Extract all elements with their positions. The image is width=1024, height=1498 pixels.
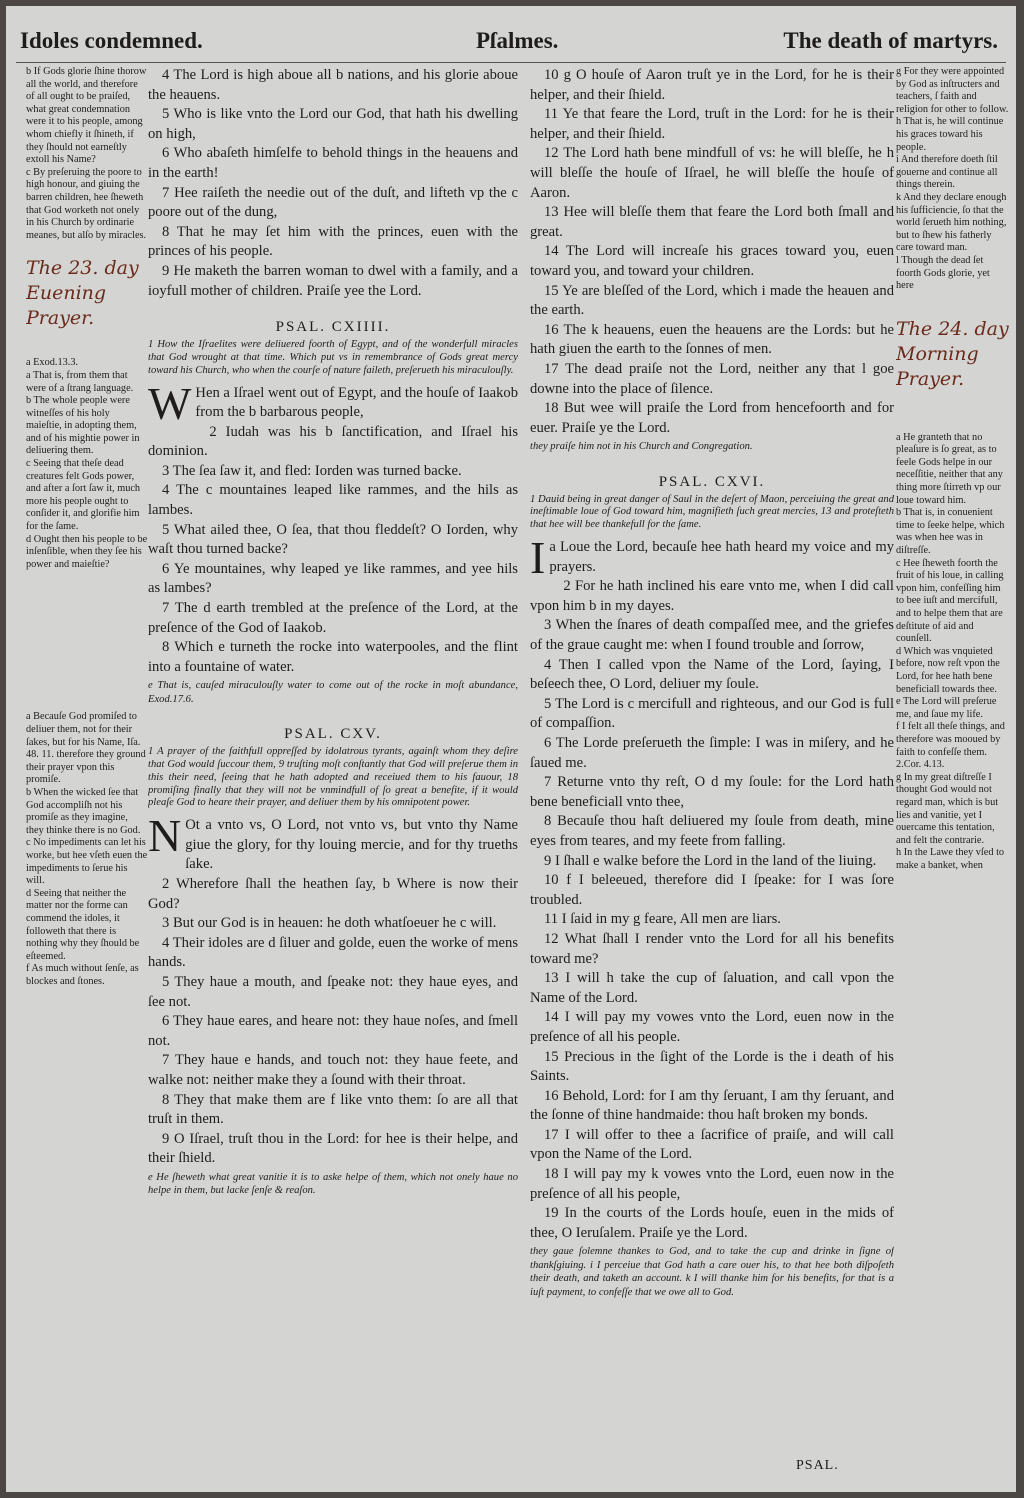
verse: 15 Precious in the ſight of the Lorde is the i death of his Saints. xyxy=(530,1048,894,1085)
margin-note: h That is, he will continue his graces toward his people. xyxy=(896,116,1004,153)
margin-note: c By preſeruing the poore to high honour, and giuing the barren children, hee ſheweth that God worketh not onely in his Church by ordinarie meanes, but alſo by miracles. xyxy=(26,166,147,241)
margin-note: b The whole people were witneſſes of his holy maieſtie, in adopting them, and of his mightie power in deliuering them. xyxy=(26,395,140,457)
catchword: PSAL. xyxy=(796,1458,839,1473)
verse: 14 The Lord will increaſe his graces toward you, euen toward you, and toward your children. xyxy=(530,243,894,279)
verse: Ia Loue the Lord, becauſe hee hath heard my voice and my prayers. xyxy=(530,532,894,584)
psalm-argument: 1 Dauid being in great danger of Saul in the deſert of Maon, perceiuing the great and ineſtimable loue of God toward him, magnifieth ſuch great mercies, 13 and proteſteth that hee will bee thankefull for the ſame. xyxy=(530,493,894,531)
drop-capital: I xyxy=(530,532,546,584)
psalm-argument: 1 How the Iſraelites were deliuered foorth of Egypt, and of the wonderfull miracles that God wrought at that time. Which put vs in remembrance of Gods great mercy toward his Church, who when the courſe of nature faileth, preſerueth his miraculouſly. xyxy=(148,339,518,376)
handwritten-note-left: The 23. day Euening Prayer. xyxy=(26,257,139,330)
verse: 5 What ailed thee, O ſea, that thou fleddeſt? O Iorden, why waſt thou turned backe? xyxy=(148,521,518,558)
verse: 4 The Lord is high aboue all b nations, and his glorie aboue the heauens. xyxy=(148,67,518,103)
margin-note: d Which was vnquieted before, now reſt vpon the Lord, for hee hath bene beneficiall towards thee. xyxy=(896,645,1000,695)
footnote: e That is, cauſed miraculouſly water to come out of the rocke in moſt abundance, Exod.17.6. xyxy=(148,680,518,705)
verse: 2 For he hath inclined his eare vnto me, when I did call vpon him b in my dayes. xyxy=(530,578,894,614)
bible-page xyxy=(6,6,1016,1492)
verse: 6 Ye mountaines, why leaped ye like rammes, and yee hils as lambes? xyxy=(148,560,518,597)
running-head-left: Idoles condemned. xyxy=(20,28,203,53)
margin-note: b That is, in conuenient time to ſeeke helpe, which was when hee was in diſtreſſe. xyxy=(896,507,1005,557)
verse: 9 I ſhall e walke before the Lord in the land of the liuing. xyxy=(544,852,877,869)
verse: 11 Ye that feare the Lord, truſt in the Lord: for he is their helper, and their ſhield. xyxy=(530,106,894,142)
verse: 12 The Lord hath bene mindfull of vs: he will bleſſe, he h will bleſſe the houſe of Iſrael, he will bleſſe the houſe of Aaron. xyxy=(530,145,894,201)
verse: 16 The k heauens, euen the heauens are the Lords: but he hath giuen the earth to the ſonnes of men. xyxy=(530,321,894,358)
verse: 3 The ſea ſaw it, and fled: Iorden was turned backe. xyxy=(162,462,462,479)
verse: 7 They haue e hands, and touch not: they haue feete, and walke not: neither make they a ſound with their throat. xyxy=(148,1052,518,1088)
verse: 3 When the ſnares of death compaſſed mee, and the griefes of the graue caught me: when I found trouble and ſorrow, xyxy=(530,617,894,654)
running-head-right: The death of martyrs. xyxy=(783,28,998,53)
verse: W Hen a Iſrael went out of Egypt, and the houſe of Iaakob from the b barbarous people, xyxy=(148,377,518,429)
verse: 18 But wee will praiſe the Lord from hencefoorth and for euer. Praiſe ye the Lord. xyxy=(530,400,894,436)
verse: 3 But our God is in heauen: he doth whatſoeuer he c will. xyxy=(162,915,497,932)
verse: 17 I will offer to thee a ſacrifice of praiſe, and will call vpon the Name of the Lord. xyxy=(530,1126,894,1163)
margin-note: d Seeing that neither the matter nor the forme can commend the idoles, it followeth that there is nothing why they ſhould be eſteemed. xyxy=(26,887,140,962)
margin-note: c Seeing that theſe dead creatures felt Gods power, and after a ſort ſaw it, much more his people ought to conſider it, and glorifie him for the ſame. xyxy=(26,458,141,533)
margin-note: b If Gods glorie ſhine thorow all the world, and therefore of all ought to be praiſed, what great condemnation were it to his people, among whom chiefly it ſhineth, if they ſhould not earneſtly extoll his Name? xyxy=(26,66,147,166)
margin-note: a That is, from them that were of a ſtrang language. xyxy=(26,369,134,394)
verse: 18 I will pay my k vowes vnto the Lord, euen now in the preſence of all his people, xyxy=(530,1166,894,1202)
verse: 5 The Lord is c mercifull and righteous, and our God is full of compaſſion. xyxy=(530,695,894,732)
margin-note: a He granteth that no pleaſure is ſo great, as to feele Gods helpe in our neceſſitie, neither that any thing more ſtirreth vp our loue toward him. xyxy=(896,431,1003,506)
verse: N Ot a vnto vs, O Lord, not vnto vs, but vnto thy Name giue the glory, for thy louing mercie, and for thy trueths ſake. xyxy=(148,810,518,873)
verse: 13 Hee will bleſſe them that feare the Lord both ſmall and great. xyxy=(530,204,894,240)
margin-note: f As much without ſenſe, as blockes and ſtones. xyxy=(26,963,139,987)
left-margin-notes xyxy=(26,66,148,988)
margin-note: i And therefore doeth ſtil gouerne and continue all things therein. xyxy=(896,154,998,191)
verse: 15 Ye are bleſſed of the Lord, which i made the heauen and the earth. xyxy=(530,282,894,319)
verse: 4 The c mountaines leaped like rammes, and the hils as lambes. xyxy=(148,482,518,519)
margin-note: k And they declare enough his ſufficiencie, ſo that the world ſerueth him nothing, but to ſhew his fatherly care toward man. xyxy=(896,191,1007,254)
verse: 7 The d earth trembled at the preſence of the Lord, at the preſence of the God of Iaakob. xyxy=(148,600,518,636)
verse: 10 f I beleeued, therefore did I ſpeake: for I was ſore troubled. xyxy=(530,872,894,908)
verse: 17 The dead praiſe not the Lord, neither any that l goe downe into the place of ſilence. xyxy=(530,360,894,397)
margin-note: h In the Lawe they vſed to make a banket, when xyxy=(896,847,1005,871)
verse: 6 They haue eares, and heare not: they haue noſes, and ſmell not. xyxy=(148,1013,518,1049)
footnote: e He ſheweth what great vanitie it is to aske helpe of them, which not onely haue no helpe in them, but lacke ſenſe & reaſon. xyxy=(148,1171,518,1197)
footnote: they praiſe him not in his Church and Congregation. xyxy=(530,441,753,453)
verse: 5 Who is like vnto the Lord our God, that hath his dwelling on high, xyxy=(148,106,518,142)
verse: 8 That he may ſet him with the princes, euen with the princes of his people. xyxy=(148,223,518,260)
margin-note: g In my great diſtreſſe I thought God would not regard man, which is but lies and vanitie, yet I ouercame this tentation, and felt the contrarie. xyxy=(896,771,999,846)
verse: 8 Which e turneth the rocke into waterpooles, and the flint into a fountaine of water. xyxy=(148,639,518,675)
margin-note: c No impediments can let his worke, but hee vſeth euen the impediments to ſerue his will. xyxy=(26,837,148,887)
text-column-2 xyxy=(530,66,894,1301)
verse: 4 Then I called vpon the Name of the Lord, ſaying, I beſeech thee, O Lord, deliuer my ſoule. xyxy=(530,656,894,693)
verse: 2 Wherefore ſhall the heathen ſay, b Where is now their God? xyxy=(148,876,518,912)
margin-note: e The Lord will preſerue me, and ſaue my life. xyxy=(896,696,997,720)
running-head-center: Pſalmes. xyxy=(476,28,559,53)
text-column-1 xyxy=(148,66,518,1200)
verse: 6 The Lorde preſerueth the ſimple: I was in miſery, and he ſaued me. xyxy=(530,735,894,771)
drop-capital: W xyxy=(148,377,192,429)
psalm-title: PSAL. CXVI. xyxy=(658,473,766,490)
verse: 7 Returne vnto thy reſt, O d my ſoule: for the Lord hath bene beneficiall vnto thee, xyxy=(530,774,894,810)
psalm-argument: 1 A prayer of the faithfull oppreſſed by idolatrous tyrants, againſt whom they deſire that God would ſuccour them, 9 truſting moſt conſtantly that God will preſerue them in this their need, ſeeing that he hath adopted and receiued them to his fauour, 18 promiſing finally that they will not be vnmindfull of ſo great a benefite, if it would pleaſe God to heare their prayer, and deliuer them by his omnipotent power. xyxy=(148,746,518,809)
verse: 9 He maketh the barren woman to dwel with a family, and a ioyfull mother of children. Praiſe yee the Lord. xyxy=(148,262,518,299)
verse: 7 Hee raiſeth the needie out of the duſt, and lifteth vp the c poore out of the dung, xyxy=(148,184,518,221)
verse: 9 O Iſrael, truſt thou in the Lord: for hee is their helpe, and their ſhield. xyxy=(148,1130,518,1167)
margin-note: l Though the dead ſet foorth Gods glorie, yet here xyxy=(896,254,990,292)
footnote: they gaue ſolemne thankes to God, and to take the cup and drinke in ſigne of thankſgiuing. i I perceiue that God hath a care ouer his, to that hee both diſpoſeth their death, and taketh an account. k I will thanke him for his benefits, for that is a iuſt payment, to confeſſe that we owe all to God. xyxy=(530,1246,894,1298)
verse: 12 What ſhall I render vnto the Lord for all his benefits toward me? xyxy=(530,930,894,967)
drop-capital: N xyxy=(148,810,182,862)
verse: 13 I will h take the cup of ſaluation, and call vpon the Name of the Lord. xyxy=(530,970,894,1006)
verse: 11 I ſaid in my g feare, All men are liars. xyxy=(544,911,781,928)
margin-note: c Hee ſheweth foorth the fruit of his loue, in calling vpon him, confeſſing him to bee iuſt and mercifull, and to helpe them that are deſtitute of aid and counſell. xyxy=(896,557,1004,645)
verse: 19 In the courts of the Lords houſe, euen in the mids of thee, O Ieruſalem. Praiſe ye the Lord. xyxy=(530,1205,894,1241)
psalm-title: PSAL. CXV. xyxy=(284,726,382,743)
margin-note: b When the wicked ſee that God accompliſh not his promiſe as they imagine, they thinke there is no God. xyxy=(26,786,141,836)
handwritten-note-right: The 24. day Morning Prayer. xyxy=(896,317,1009,390)
verse: 16 Behold, Lord: for I am thy ſeruant, I am thy ſeruant, and the ſonne of thine handmaide: thou haſt broken my bonds. xyxy=(530,1087,894,1124)
verse: 6 Who abaſeth himſelfe to behold things in the heauens and in the earth! xyxy=(148,145,518,181)
psalm-title: PSAL. CXIIII. xyxy=(275,319,391,336)
margin-note: a Becauſe God promiſed to deliuer them, not for their ſakes, but for his Name, Iſa. 48. 11. therefore they ground their prayer vpon this promiſe. xyxy=(26,711,146,786)
verse: 8 Becauſe thou haſt deliuered my ſoule from death, mine eyes from teares, and my feete from falling. xyxy=(530,813,894,849)
verse: 5 They haue a mouth, and ſpeake not: they haue eyes, and ſee not. xyxy=(148,973,518,1010)
verse: 10 g O houſe of Aaron truſt ye in the Lord, for he is their helper, and their ſhield. xyxy=(530,67,894,103)
margin-note: a Exod.13.3. xyxy=(26,357,79,369)
verse: 14 I will pay my vowes vnto the Lord, euen now in the preſence of all his people. xyxy=(530,1009,894,1045)
margin-note: f I felt all theſe things, and therefore was mooued by faith to confeſſe them. 2.Cor. 4.13. xyxy=(896,721,1005,771)
verse: 8 They that make them are f like vnto them: ſo are all that truſt in them. xyxy=(148,1091,518,1128)
verse: 2 Iudah was his b ſanctification, and Iſrael his dominion. xyxy=(148,423,518,460)
verse: 4 Their idoles are d ſiluer and golde, euen the worke of mens hands. xyxy=(148,934,518,971)
right-margin-notes xyxy=(896,66,1010,872)
margin-note: d Ought then his people to be inſenſible, when they ſee his power and maieſtie? xyxy=(26,533,148,570)
header-rule xyxy=(16,62,1006,63)
margin-note: g For they were appointed by God as inſtructers and teachers, ſ faith and religion for other to follow. xyxy=(896,66,1009,115)
